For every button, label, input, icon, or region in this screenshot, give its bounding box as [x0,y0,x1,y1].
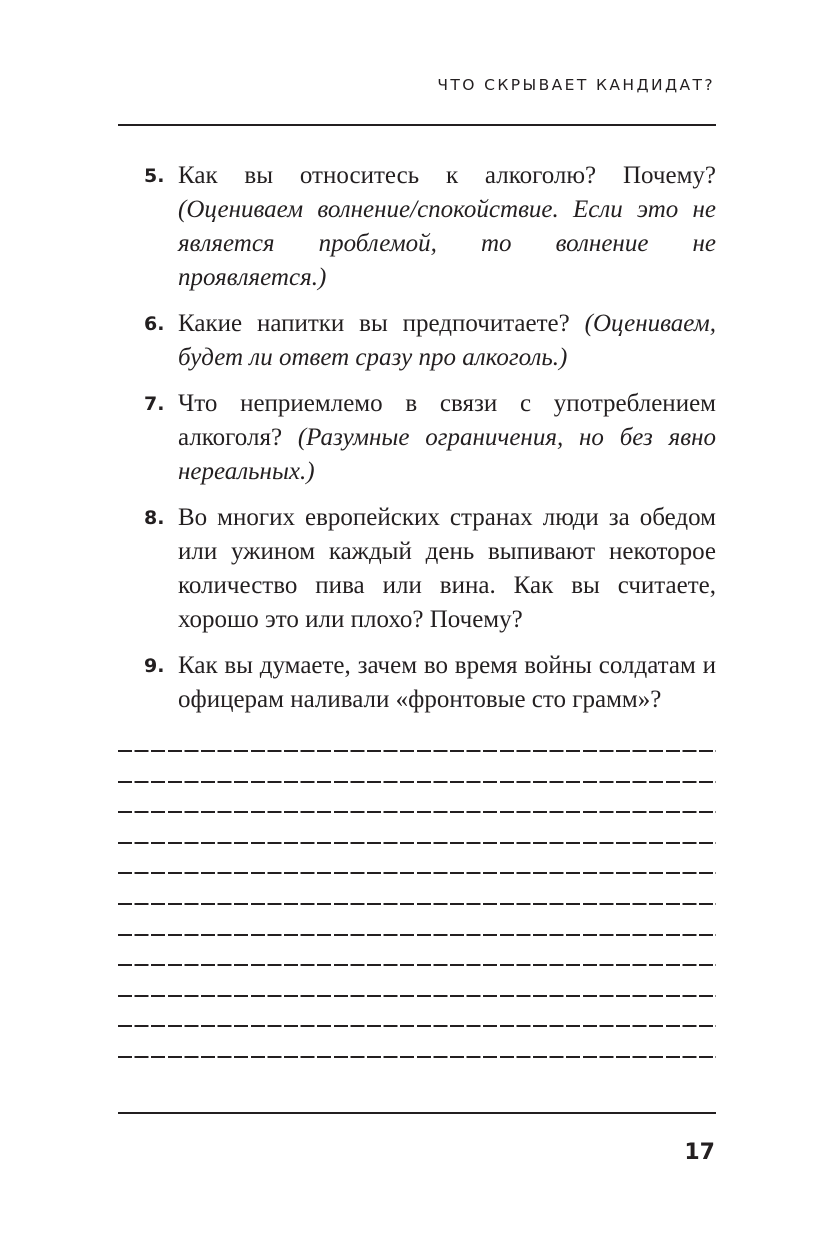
question-number: 8. [144,507,165,529]
question-item [118,159,716,295]
answer-line [118,750,716,752]
question-item [118,307,716,375]
answer-line [118,842,716,844]
question-item [118,501,716,637]
answer-line [118,903,716,905]
answer-line [118,1056,716,1058]
question-item [118,649,716,717]
question-list [118,159,716,729]
footer-rule [118,1112,716,1114]
question-text: Что неприемлемо в связи с употреблением алкоголя? [178,390,716,451]
header-rule [118,124,716,126]
question-note: (Оцениваем волнение/спокойствие. Если это не является проблемой, то волнение не проявляется.) [178,196,716,291]
answer-line [118,781,716,783]
answer-line [118,1025,716,1027]
question-note: (Оцениваем, будет ли ответ сразу про алкоголь.) [178,310,716,371]
question-number: 9. [144,655,165,677]
question-number: 5. [144,165,165,187]
running-head-title: ЧТО СКРЫВАЕТ КАНДИДАТ? [437,76,715,94]
answer-line [118,811,716,813]
question-text: Во многих европейских странах люди за обедом или ужином каждый день выпивают некоторое количество пива или вина. Как вы считаете, хорошо это или плохо? Почему? [178,504,716,633]
question-text: Как вы думаете, зачем во время войны солдатам и офицерам наливали «фронтовые сто грамм»? [178,652,716,713]
page-number: 17 [684,1140,715,1165]
question-item [118,387,716,489]
question-text: Как вы относитесь к алкоголю? Почему? [178,162,716,189]
answer-line [118,995,716,997]
answer-line [118,964,716,966]
question-text: Какие напитки вы предпочитаете? [178,310,585,337]
question-note: (Разумные ограничения, но без явно нереальных.) [178,424,716,485]
answer-lines [118,750,716,1087]
question-number: 6. [144,313,165,335]
question-number: 7. [144,393,165,415]
answer-line [118,872,716,874]
answer-line [118,934,716,936]
